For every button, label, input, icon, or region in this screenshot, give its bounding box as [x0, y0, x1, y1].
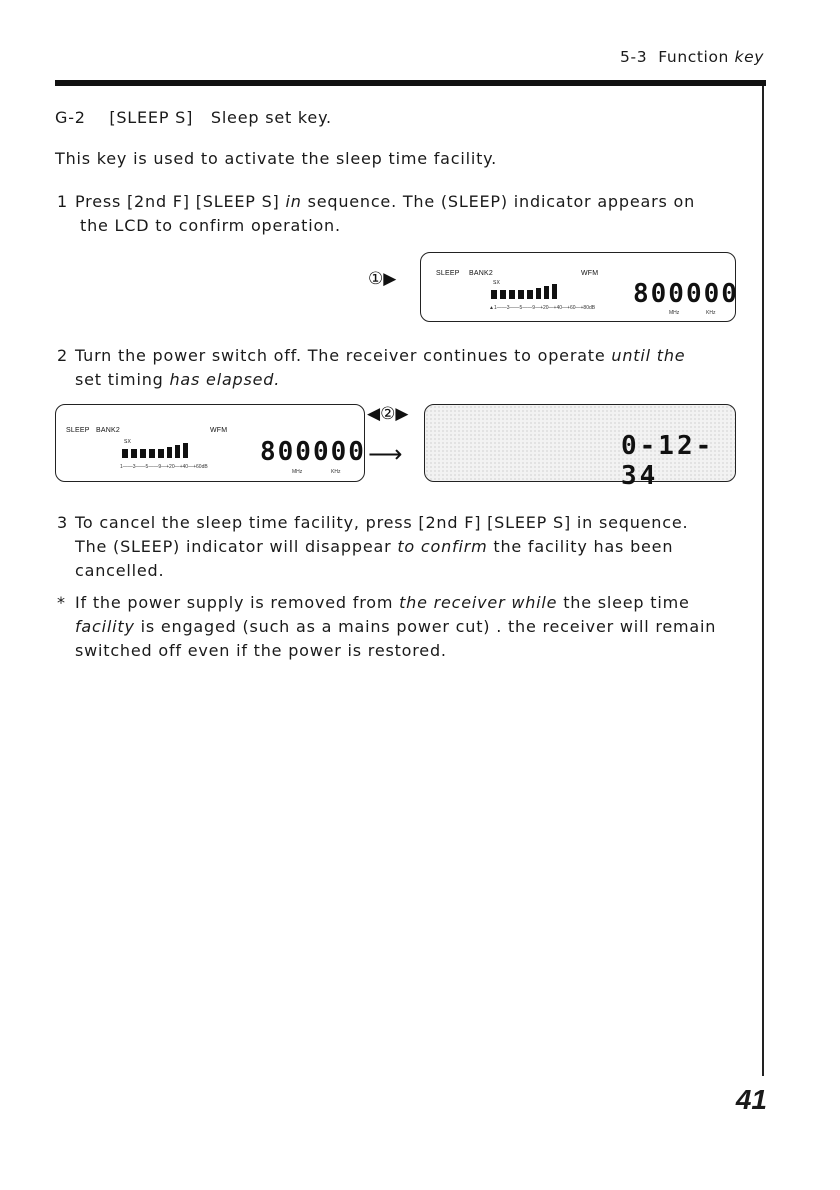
note-line1: If the power supply is removed from the receiver while the sleep time	[75, 593, 690, 612]
lcd1-meter-scale: ▲1——3——5——9—+20—+40—+60—+80dB	[489, 305, 596, 311]
step-1-line2: the LCD to confirm operation.	[80, 216, 341, 235]
section-header	[620, 48, 764, 66]
step-3-number: 3	[57, 513, 68, 532]
step-2-line1: Turn the power switch off. The receiver continues to operate until the	[75, 346, 686, 365]
lcd1-bank-label: BANK2	[469, 270, 493, 277]
lcd2-bank-label: BANK2	[96, 427, 120, 434]
lcd2-unit-mhz: MHz	[292, 469, 303, 475]
lcd1-sleep-indicator: SLEEP	[436, 270, 460, 277]
lcd-timer-display	[424, 404, 736, 491]
lcd2-unit-khz: KHz	[331, 469, 341, 475]
heading-code: G-2	[55, 108, 86, 127]
step-2-marker: ◀②▶	[367, 404, 409, 424]
lcd2-sx-label: SX	[124, 439, 132, 445]
page-number: 41	[735, 1084, 767, 1115]
right-margin-rule	[762, 86, 764, 1076]
lcd-display-1	[420, 252, 739, 322]
lcd1-frequency: 800000	[633, 279, 739, 309]
lcd1-mode-label: WFM	[581, 270, 599, 277]
transition-arrow: ⟶	[368, 440, 403, 468]
step-1-marker: ①▶	[368, 269, 397, 289]
step-3-line2: The (SLEEP) indicator will disappear to confirm the facility has been	[75, 537, 674, 556]
step-3-line3: cancelled.	[75, 561, 165, 580]
lcd2-meter-scale: 1——3——5——9—+20—+40—+60dB	[120, 464, 208, 470]
note-bullet: *	[57, 593, 66, 612]
section-title: Function	[658, 48, 729, 66]
lcd-display-2	[55, 404, 365, 482]
section-heading	[55, 106, 332, 130]
lcd2-frequency: 800000	[260, 437, 366, 467]
intro-text: This key is used to activate the sleep time facility.	[55, 149, 498, 168]
section-title-em: key	[734, 48, 764, 66]
step-1-line1: Press [2nd F] [SLEEP S] in sequence. The (SLEEP) indicator appears on	[75, 192, 696, 211]
lcd1-signal-meter	[491, 284, 581, 300]
lcd1-unit-mhz: MHz	[669, 310, 680, 316]
header-rule	[55, 80, 766, 86]
lcd1-sx-label: SX	[493, 280, 501, 286]
heading-key: [SLEEP S]	[109, 108, 194, 127]
lcd2-mode-label: WFM	[210, 427, 228, 434]
section-number: 5-3	[620, 48, 648, 66]
lcd1-unit-khz: KHz	[706, 310, 716, 316]
step-2-line2: set timing has elapsed.	[75, 370, 281, 389]
note-line2: facility is engaged (such as a mains power cut) . the receiver will remain	[75, 617, 717, 636]
heading-title: Sleep set key.	[210, 108, 332, 127]
step-2-number: 2	[57, 346, 68, 365]
lcd2-sleep-indicator: SLEEP	[66, 427, 90, 434]
note-line3: switched off even if the power is restored.	[75, 641, 447, 660]
sleep-timer-readout: 0-12-34	[621, 431, 715, 491]
lcd2-signal-meter	[122, 443, 212, 459]
step-3-line1: To cancel the sleep time facility, press [2nd F] [SLEEP S] in sequence.	[75, 513, 689, 532]
step-1-number: 1	[57, 192, 68, 211]
